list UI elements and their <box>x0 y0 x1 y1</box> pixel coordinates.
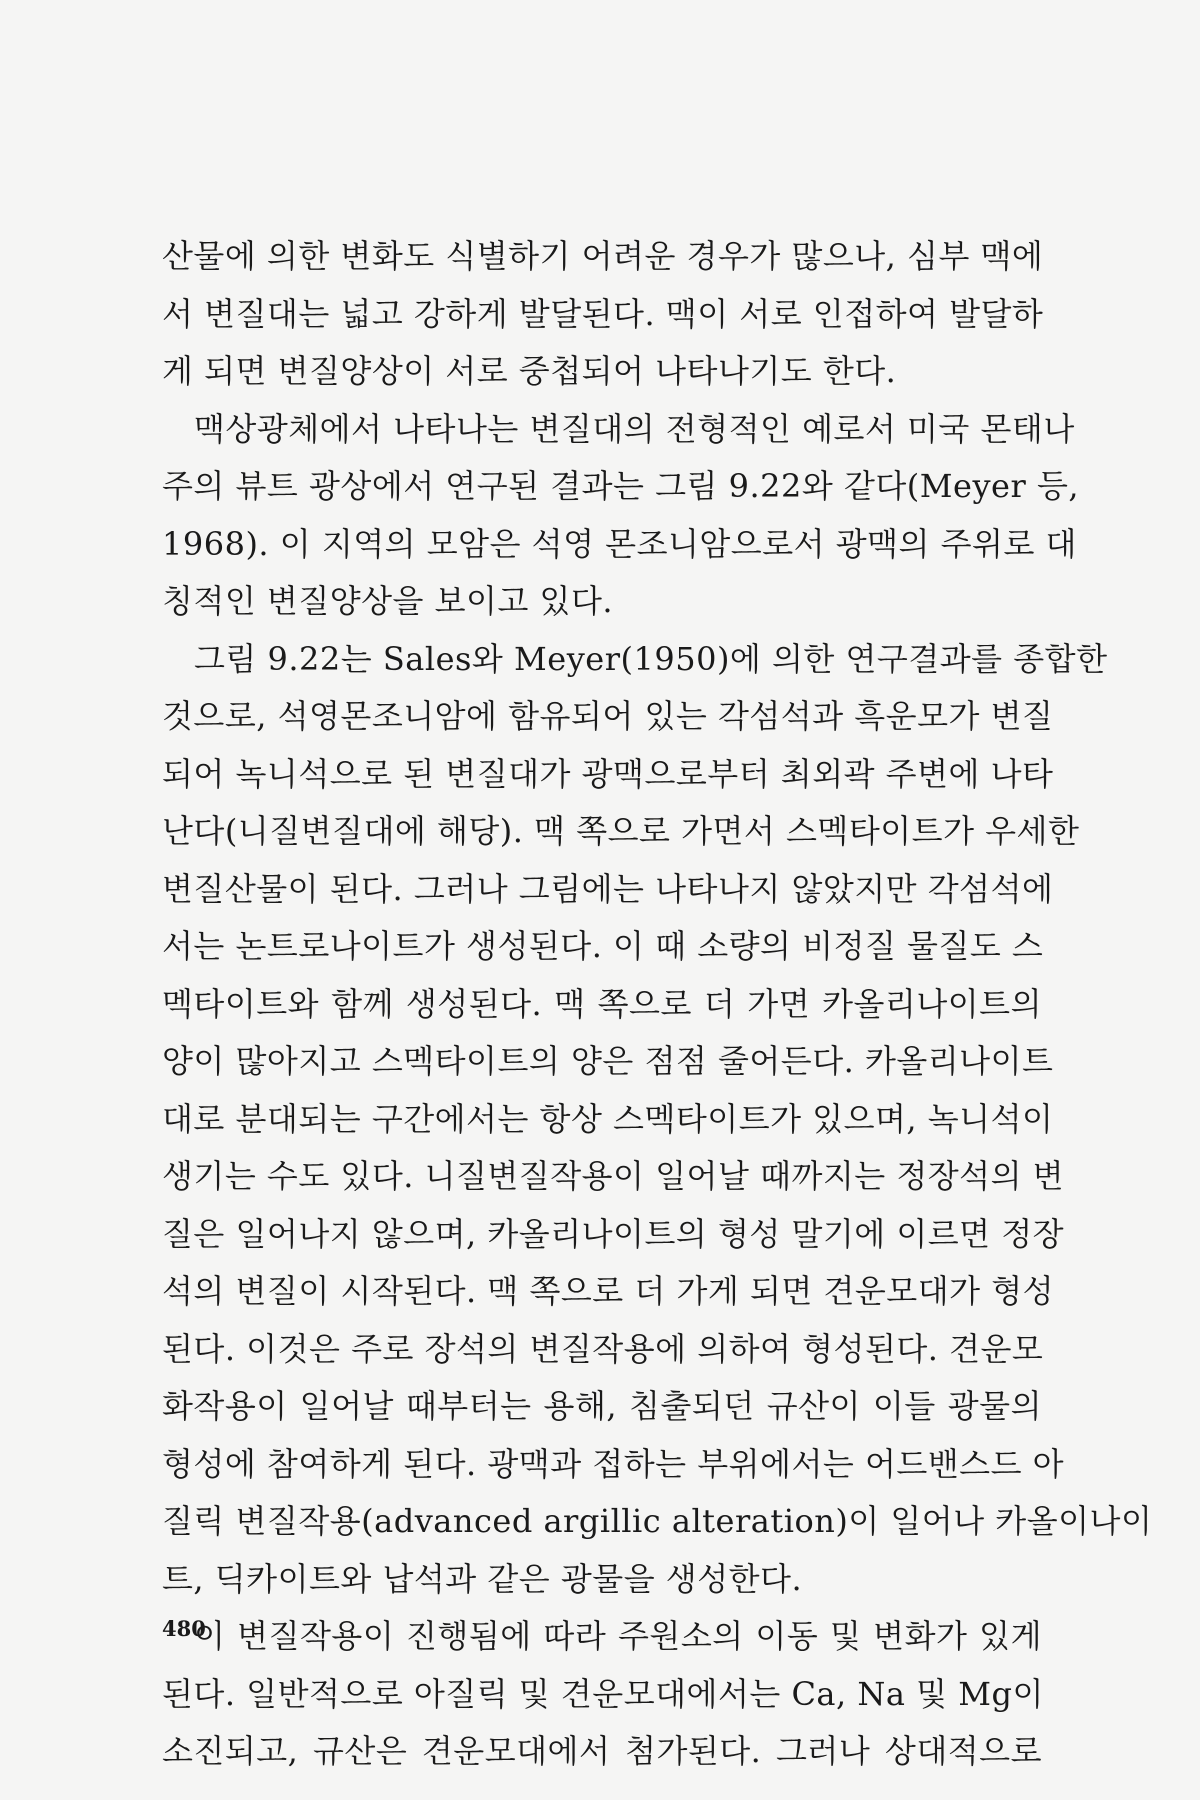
text-line: 서 변질대는 넓고 강하게 발달된다. 맥이 서로 인접하여 발달하 <box>162 294 1044 333</box>
text-line: 1968). 이 지역의 모암은 석영 몬조니암으로서 광맥의 주위로 대 <box>162 524 1077 563</box>
text-line: 된다. 일반적으로 아질릭 및 견운모대에서는 Ca, Na 및 Mg이 <box>162 1674 1044 1713</box>
text-line: 멕타이트와 함께 생성된다. 맥 쪽으로 더 가면 카올리나이트의 <box>162 984 1042 1023</box>
text-line: 그림 9.22는 Sales와 Meyer(1950)에 의한 연구결과를 종합한 <box>194 639 1108 678</box>
text-line: 생기는 수도 있다. 니질변질작용이 일어날 때까지는 정장석의 변 <box>162 1157 1065 1195</box>
text-line: 것으로, 석영몬조니암에 함유되어 있는 각섬석과 흑운모가 변질 <box>162 697 1054 735</box>
text-line: 게 되면 변질양상이 서로 중첩되어 나타나기도 한다. <box>162 352 897 390</box>
text-line: 난다(니질변질대에 해당). 맥 쪽으로 가면서 스멕타이트가 우세한 <box>162 812 1080 850</box>
text-line: 소진되고, 규산은 견운모대에서 첨가된다. 그러나 상대적으로 <box>162 1732 1042 1770</box>
text-line: 대로 분대되는 구간에서는 항상 스멕타이트가 있으며, 녹니석이 <box>162 1099 1054 1138</box>
text-line: 맥상광체에서 나타나는 변질대의 전형적인 예로서 미국 몬태나 <box>194 409 1075 448</box>
text-line: 형성에 참여하게 된다. 광맥과 접하는 부위에서는 어드밴스드 아 <box>162 1444 1065 1483</box>
text-line: 석의 변질이 시작된다. 맥 쪽으로 더 가게 되면 견운모대가 형성 <box>162 1272 1055 1310</box>
paragraph-1 <box>162 228 1042 401</box>
text-line: 이 변질작용이 진행됨에 따라 주원소의 이동 및 변화가 있게 <box>194 1617 1042 1655</box>
text-line: 화작용이 일어날 때부터는 용해, 침출되던 규산이 이들 광물의 <box>162 1387 1042 1425</box>
paragraph-2 <box>162 401 1080 631</box>
text-line: 트, 딕카이트와 납석과 같은 광물을 생성한다. <box>162 1559 803 1598</box>
text-line: 산물에 의한 변화도 식별하기 어려운 경우가 많으나, 심부 맥에 <box>162 237 1044 275</box>
text-line: 질릭 변질작용(advanced argillic alteration)이 일어나 카올이나이 <box>162 1502 1153 1540</box>
text-line: 칭적인 변질양상을 보이고 있다. <box>162 582 614 620</box>
page-number: 480 <box>162 1616 206 1641</box>
paragraph-4 <box>162 1608 1042 1781</box>
text-line: 양이 많아지고 스멕타이트의 양은 점점 줄어든다. 카올리나이트 <box>162 1042 1054 1080</box>
text-line: 질은 일어나지 않으며, 카올리나이트의 형성 말기에 이르면 정장 <box>162 1214 1065 1253</box>
text-line: 되어 녹니석으로 된 변질대가 광맥으로부터 최외곽 주변에 나타 <box>162 754 1054 793</box>
text-line: 변질산물이 된다. 그러나 그림에는 나타나지 않았지만 각섬석에 <box>162 869 1054 908</box>
text-line: 주의 뷰트 광상에서 연구된 결과는 그림 9.22와 같다(Meyer 등, <box>162 467 1080 505</box>
text-line: 서는 논트로나이트가 생성된다. 이 때 소량의 비정질 물질도 스 <box>162 927 1044 965</box>
paragraph-3 <box>162 631 1153 1609</box>
text-line: 된다. 이것은 주로 장석의 변질작용에 의하여 형성된다. 견운모 <box>162 1329 1044 1368</box>
body-text <box>162 228 1153 1781</box>
